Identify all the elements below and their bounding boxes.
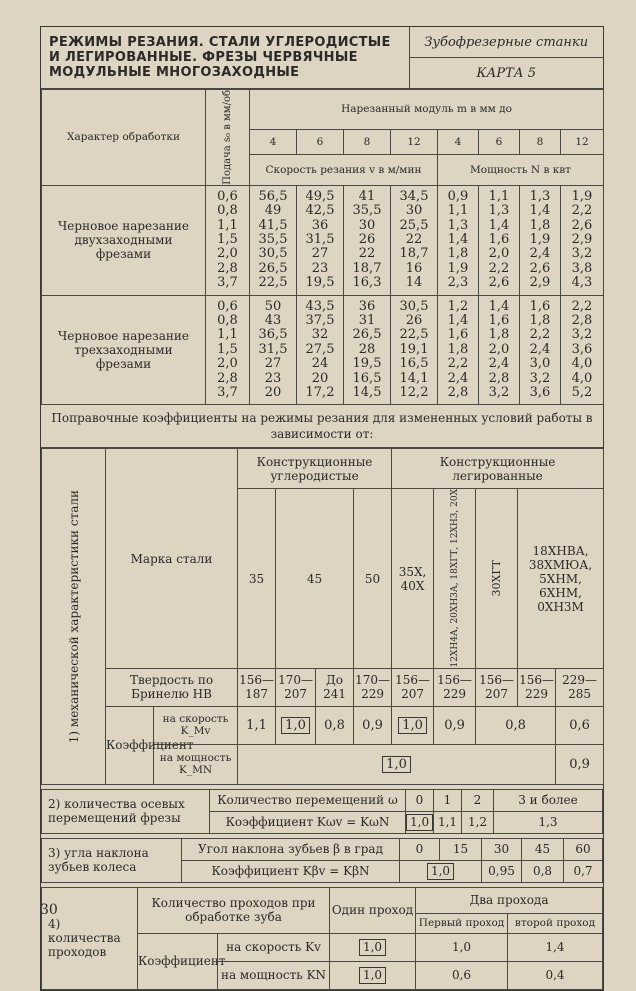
table-value: 43 [264, 312, 282, 328]
angle-coef-boxed [400, 860, 482, 882]
module-cell: 4 [438, 129, 479, 155]
module-cell: 6 [297, 129, 344, 155]
table-value: 22,5 [258, 275, 288, 291]
feed-value: 1,5 [217, 231, 238, 247]
table-value: 19,5 [305, 275, 335, 291]
table-value: 1,6 [488, 231, 510, 247]
axial-coef: 1,1 [434, 811, 462, 833]
table-value: 30 [358, 217, 376, 233]
angle-value: 30 [482, 838, 522, 860]
coef-cell: 1,1 [238, 706, 276, 744]
angle-label: 3) угла наклона зубьев колеса [42, 838, 182, 882]
boxed-value: 1,0 [398, 717, 427, 734]
table-value: 41,5 [258, 217, 288, 233]
axial-coef-label: Коэффициент Kωv = KωN [210, 811, 406, 833]
table-value: 5,2 [571, 385, 593, 400]
module-cell: 4 [250, 129, 297, 155]
axial-count: 0 [406, 789, 434, 811]
group-label: Черновое нарезание двухзаходными фрезами [42, 185, 206, 295]
table-value: 3,6 [529, 385, 551, 400]
feed-value: 1,1 [217, 327, 238, 343]
angle-value: 60 [564, 838, 603, 860]
table-value: 1,9 [571, 188, 593, 204]
passes-power: 0,4 [508, 961, 603, 989]
steel-grade-label: Марка стали [106, 449, 238, 669]
table-value: 41 [358, 188, 376, 204]
passes-power-boxed [330, 961, 416, 989]
table-value: 3,0 [529, 356, 551, 372]
grade-18xnva: 18ХНВА, 38ХМЮА, 5ХНМ, 6ХНМ, 0ХН3М [518, 489, 604, 669]
table-value: 1,3 [529, 188, 551, 204]
table-value: 2,4 [447, 370, 469, 386]
table-value: 0,9 [447, 188, 469, 204]
feed-column [206, 185, 250, 295]
table-value: 3,2 [571, 246, 593, 262]
corrections-note: Поправочные коэффициенты на режимы резания для измененных условий работы в зависимости от: [41, 405, 603, 448]
header-power: Мощность N в квт [438, 155, 604, 185]
feed-value: 0,8 [217, 203, 238, 219]
table-value: 1,9 [529, 231, 551, 247]
table-value: 1,9 [447, 260, 469, 276]
table-value: 1,8 [529, 217, 551, 233]
table-value: 2,6 [488, 275, 510, 291]
table-value: 2,4 [529, 246, 551, 262]
value-column [391, 295, 438, 405]
table-value: 2,2 [447, 356, 469, 372]
table-value: 1,6 [447, 327, 469, 343]
header-speed: Скорость резания v в м/мин [250, 155, 438, 185]
angle-count-label: Угол наклона зубьев β в град [182, 838, 400, 860]
table-value: 1,2 [447, 298, 469, 314]
table-value: 1,8 [447, 341, 469, 357]
section-passes [41, 887, 603, 990]
value-column [561, 295, 604, 405]
module-cell: 12 [561, 129, 604, 155]
table-value: 3,6 [571, 341, 593, 357]
section-axial [41, 789, 603, 834]
table-value: 3,2 [488, 385, 510, 400]
alloy-steel-header: Конструкционные легированные [392, 449, 604, 489]
table-value: 26 [358, 231, 376, 247]
table-value: 19,5 [352, 356, 382, 372]
hardness-cell: До 241 [316, 668, 354, 706]
table-value: 31 [358, 312, 376, 328]
table-value: 16 [405, 260, 423, 276]
value-column [479, 185, 520, 295]
boxed-value: 1,0 [359, 967, 386, 984]
main-table [41, 89, 604, 405]
hardness-label: Твердость по Бринелю HB [106, 668, 238, 706]
card-5 [40, 26, 604, 991]
table-value: 1,4 [447, 312, 469, 328]
table-value: 4,0 [571, 370, 593, 386]
header-feed-text: Подача s₀ в мм/об [222, 90, 233, 185]
boxed-value: 1,0 [359, 939, 386, 956]
axial-coef-boxed [406, 811, 434, 833]
table-value: 14,1 [399, 370, 429, 386]
axial-count: 1 [434, 789, 462, 811]
table-value: 2,0 [488, 246, 510, 262]
coef-cell: 0,8 [476, 706, 556, 744]
table-value: 27,5 [305, 341, 335, 357]
table-value: 22 [405, 231, 423, 247]
card-number: КАРТА 5 [409, 58, 603, 89]
grade-50: 50 [354, 489, 392, 669]
machine-type: Зубофрезерные станки [409, 27, 603, 58]
value-column [520, 295, 561, 405]
coef-cell-boxed [392, 706, 434, 744]
coef-cell-boxed [238, 744, 556, 784]
passes-label: 4) количества проходов [42, 887, 138, 989]
table-value: 36 [358, 298, 376, 314]
hardness-cell: 156—229 [518, 668, 556, 706]
hardness-cell: 229—285 [556, 668, 604, 706]
table-value: 2,2 [571, 298, 593, 314]
table-value: 2,8 [447, 385, 469, 400]
table-value: 22 [358, 246, 376, 262]
table-value: 2,8 [571, 312, 593, 328]
value-column [561, 185, 604, 295]
table-value: 23 [311, 260, 329, 276]
table-value: 2,2 [571, 203, 593, 219]
boxed-value: 1,0 [281, 717, 310, 734]
header-module: Нарезанный модуль m в мм до [250, 90, 604, 130]
table-value: 26 [405, 312, 423, 328]
power-coef-label: на мощность K_MN [154, 744, 238, 784]
module-cell: 8 [520, 129, 561, 155]
feed-column [206, 295, 250, 405]
table-value: 2,6 [571, 217, 593, 233]
axial-label: 2) количества осевых перемещений фрезы [42, 789, 210, 833]
table-value: 3,2 [529, 370, 551, 386]
table-value: 19,1 [399, 341, 429, 357]
passes-speed: 1,0 [416, 933, 508, 961]
table-value: 2,4 [488, 356, 510, 372]
feed-value: 2,8 [217, 370, 238, 386]
table-value: 49 [264, 203, 282, 219]
table-value: 27 [264, 356, 282, 372]
table-value: 17,2 [305, 385, 335, 400]
feed-value: 3,7 [217, 275, 238, 291]
one-pass-header: Один проход [330, 887, 416, 933]
grade-12xn4a-text: 12ХН4А, 20ХН3А, 18ХГТ, 12ХН3, 20Х [449, 489, 460, 668]
table-value: 23 [264, 370, 282, 386]
value-column [297, 185, 344, 295]
table-value: 43,5 [305, 298, 335, 314]
table-value: 20 [311, 370, 329, 386]
passes-power-label: на мощность KN [218, 961, 330, 989]
coef-label: Коэффициент [106, 706, 154, 784]
grade-35: 35 [238, 489, 276, 669]
steel-side-label [42, 449, 106, 785]
table-value: 2,2 [488, 260, 510, 276]
module-cell: 8 [344, 129, 391, 155]
table-value: 2,9 [529, 275, 551, 291]
table-value: 2,4 [529, 341, 551, 357]
table-value: 35,5 [258, 231, 288, 247]
table-value: 26,5 [258, 260, 288, 276]
angle-coef: 0,8 [522, 860, 564, 882]
table-value: 3,8 [571, 260, 593, 276]
value-column [250, 295, 297, 405]
table-value: 16,3 [352, 275, 382, 291]
coef-cell: 0,9 [354, 706, 392, 744]
coef-cell: 0,9 [434, 706, 476, 744]
group-label: Черновое нарезание трехзаходными фрезами [42, 295, 206, 405]
passes-speed-label: на скорость Kv [218, 933, 330, 961]
table-value: 14,5 [352, 385, 382, 400]
value-column [250, 185, 297, 295]
passes-power: 0,6 [416, 961, 508, 989]
steel-side-label-text: 1) механической характеристики стали [66, 490, 81, 744]
table-value: 2,0 [488, 341, 510, 357]
value-column [297, 295, 344, 405]
coef-cell: 0,9 [556, 744, 604, 784]
value-column [391, 185, 438, 295]
table-value: 2,9 [571, 231, 593, 247]
table-value: 4,0 [571, 356, 593, 372]
table-value: 1,6 [529, 298, 551, 314]
coef-cell: 0,6 [556, 706, 604, 744]
table-value: 1,3 [447, 217, 469, 233]
table-value: 1,1 [447, 203, 469, 219]
table-value: 2,8 [488, 370, 510, 386]
value-column [438, 185, 479, 295]
title-line: И ЛЕГИРОВАННЫЕ. ФРЕЗЫ ЧЕРВЯЧНЫЕ [49, 50, 358, 65]
hardness-cell: 156—207 [392, 668, 434, 706]
grade-30xgt [476, 489, 518, 669]
passes-speed-boxed [330, 933, 416, 961]
speed-coef-label: на скорость K_Mv [154, 706, 238, 744]
table-value: 20 [264, 385, 282, 400]
axial-count: 2 [462, 789, 494, 811]
table-value: 42,5 [305, 203, 335, 219]
value-column [438, 295, 479, 405]
feed-value: 1,1 [217, 217, 238, 233]
feed-value: 0,6 [217, 188, 238, 204]
card-title [41, 27, 409, 89]
axial-count-label: Количество перемещений ω [210, 789, 406, 811]
axial-count: 3 и более [494, 789, 603, 811]
grade-12xn4a [434, 489, 476, 669]
angle-coef-label: Коэффициент Kβv = KβN [182, 860, 400, 882]
table-value: 30 [405, 203, 423, 219]
table-value: 18,7 [352, 260, 382, 276]
table-value: 18,7 [399, 246, 429, 262]
table-value: 1,4 [488, 298, 510, 314]
table-value: 49,5 [305, 188, 335, 204]
table-value: 26,5 [352, 327, 382, 343]
table-value: 1,4 [488, 217, 510, 233]
module-cell: 6 [479, 129, 520, 155]
value-column [520, 185, 561, 295]
grade-30xgt-text: 30ХГТ [490, 560, 504, 597]
angle-value: 15 [440, 838, 482, 860]
table-value: 22,5 [399, 327, 429, 343]
feed-value: 0,6 [217, 298, 238, 314]
table-value: 31,5 [258, 341, 288, 357]
group-row [42, 185, 604, 295]
table-value: 1,4 [447, 231, 469, 247]
first-pass-header: Первый проход [416, 913, 508, 933]
table-value: 24 [311, 356, 329, 372]
angle-value: 45 [522, 838, 564, 860]
table-value: 4,3 [571, 275, 593, 291]
group-row [42, 295, 604, 405]
table-value: 56,5 [258, 188, 288, 204]
table-value: 27 [311, 246, 329, 262]
carbon-steel-header: Конструкционные углеродистые [238, 449, 392, 489]
hardness-cell: 156—229 [434, 668, 476, 706]
boxed-value: 1,0 [427, 863, 454, 880]
feed-value: 2,8 [217, 260, 238, 276]
title-line: МОДУЛЬНЫЕ МНОГОЗАХОДНЫЕ [49, 65, 300, 80]
hardness-cell: 170—207 [276, 668, 316, 706]
value-column [344, 185, 391, 295]
section-angle [41, 838, 603, 883]
two-pass-header: Два прохода [416, 887, 603, 913]
table-value: 1,3 [488, 203, 510, 219]
angle-value: 0 [400, 838, 440, 860]
boxed-value: 1,0 [406, 814, 433, 831]
passes-count-label: Количество проходов при обработке зуба [138, 887, 330, 933]
header-feed [206, 90, 250, 186]
table-value: 1,8 [447, 246, 469, 262]
feed-value: 2,0 [217, 356, 238, 372]
table-value: 12,2 [399, 385, 429, 400]
table-value: 1,8 [529, 312, 551, 328]
table-value: 32 [311, 327, 329, 343]
table-value: 16,5 [352, 370, 382, 386]
passes-speed: 1,4 [508, 933, 603, 961]
header-work-type: Характер обработки [42, 90, 206, 186]
table-value: 36,5 [258, 327, 288, 343]
hardness-cell: 170—229 [354, 668, 392, 706]
table-value: 25,5 [399, 217, 429, 233]
table-value: 1,8 [488, 327, 510, 343]
feed-value: 2,0 [217, 246, 238, 262]
section-steel [41, 448, 604, 785]
passes-coef-label: Коэффициент [138, 933, 218, 989]
table-value: 30,5 [258, 246, 288, 262]
coef-cell: 0,8 [316, 706, 354, 744]
feed-value: 1,5 [217, 341, 238, 357]
table-value: 37,5 [305, 312, 335, 328]
second-pass-header: второй проход [508, 913, 603, 933]
grade-35x: 35Х, 40Х [392, 489, 434, 669]
table-value: 3,2 [571, 327, 593, 343]
boxed-value: 1,0 [382, 756, 411, 773]
table-value: 2,6 [529, 260, 551, 276]
feed-value: 0,8 [217, 312, 238, 328]
table-value: 1,4 [529, 203, 551, 219]
table-value: 34,5 [399, 188, 429, 204]
table-value: 14 [405, 275, 423, 291]
table-value: 50 [264, 298, 282, 314]
table-value: 1,6 [488, 312, 510, 328]
table-value: 31,5 [305, 231, 335, 247]
table-value: 16,5 [399, 356, 429, 372]
angle-coef: 0,95 [482, 860, 522, 882]
coef-cell-boxed [276, 706, 316, 744]
value-column [479, 295, 520, 405]
angle-coef: 0,7 [564, 860, 603, 882]
hardness-cell: 156—207 [476, 668, 518, 706]
table-value: 2,3 [447, 275, 469, 291]
module-cell: 12 [391, 129, 438, 155]
axial-coef: 1,2 [462, 811, 494, 833]
grade-45: 45 [276, 489, 354, 669]
axial-coef: 1,3 [494, 811, 603, 833]
hardness-cell: 156—187 [238, 668, 276, 706]
page-number: 30 [40, 902, 58, 918]
table-value: 35,5 [352, 203, 382, 219]
table-value: 2,2 [529, 327, 551, 343]
table-value: 28 [358, 341, 376, 357]
table-value: 30,5 [399, 298, 429, 314]
title-line: РЕЖИМЫ РЕЗАНИЯ. СТАЛИ УГЛЕРОДИСТЫЕ [49, 35, 391, 50]
header [41, 27, 603, 89]
table-value: 36 [311, 217, 329, 233]
value-column [344, 295, 391, 405]
feed-value: 3,7 [217, 385, 238, 400]
table-value: 1,1 [488, 188, 510, 204]
